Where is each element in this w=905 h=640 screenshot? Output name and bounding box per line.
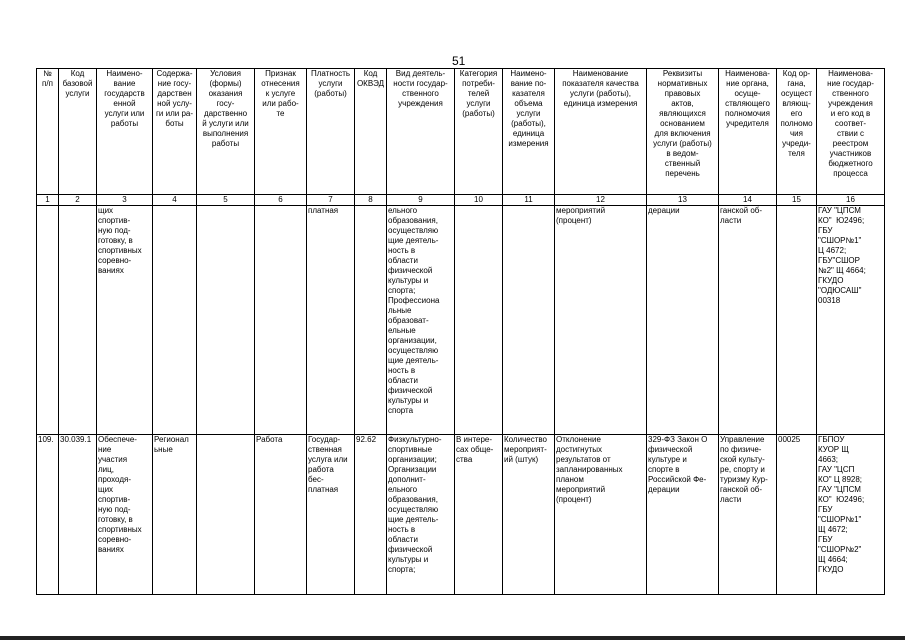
column-number: 15 [777, 195, 817, 206]
cell-payment: Государ- ственная услуга или работа бес- платная [307, 435, 355, 595]
header-cell: Наименование показателя качества услуги (работы), единица измерения [555, 69, 647, 195]
cell-founder-code: 00025 [777, 435, 817, 595]
cell-volume-indicator [503, 206, 555, 435]
cell-legal-acts: дерации [647, 206, 719, 435]
cell-row-number [37, 206, 59, 435]
cell-consumers: В интере- сах обще- ства [455, 435, 503, 595]
scan-edge [0, 636, 905, 640]
cell-founder-code [777, 206, 817, 435]
header-cell: Содержа- ние госу- дарствен ной услу- ги или ра- боты [153, 69, 197, 195]
column-number: 4 [153, 195, 197, 206]
cell-content [153, 206, 197, 435]
cell-quality-indicator: Отклонение достигнутых результатов от запланированных планом мероприятий (процент) [555, 435, 647, 595]
column-number: 3 [97, 195, 153, 206]
column-number: 11 [503, 195, 555, 206]
header-cell: Наименова- ние органа, осуще- ствляющего полномочия учредителя [719, 69, 777, 195]
column-number: 1 [37, 195, 59, 206]
services-table [36, 68, 885, 595]
header-cell: Код ОКВЭД [355, 69, 387, 195]
cell-base-code [59, 206, 97, 435]
table-row [37, 206, 885, 435]
cell-service-name: щих спортив- ную под- готовку, в спортивных соревно- ваниях [97, 206, 153, 435]
header-cell: Код базовой услуги [59, 69, 97, 195]
cell-activity: Физкультурно- спортивные организации; Организации дополнит- ельного образования, осуществляю щие деятель- ность в области физической культуры и спорта; [387, 435, 455, 595]
header-cell: Реквизиты нормативных правовых актов, являющихся основанием для включения услуги (работы) в ведом- ственный перечень [647, 69, 719, 195]
cell-service-name: Обеспече- ние участия лиц, проходя- щих спортив- ную под- готовку, в спортивных соревно- ваниях [97, 435, 153, 595]
column-number: 7 [307, 195, 355, 206]
column-number: 16 [817, 195, 885, 206]
column-number-row [37, 195, 885, 206]
header-cell: Признак отнесения к услуге или рабо- те [255, 69, 307, 195]
column-number: 8 [355, 195, 387, 206]
column-number: 14 [719, 195, 777, 206]
cell-institutions: ГБПОУ КУОР Щ 4663; ГАУ "ЦСП КО" Ц 8928; ГАУ "ЦПСМ КО" Ю2496; ГБУ "СШОР№1" Щ 4672; ГБУ "СШОР№2" Щ 4664; ГКУДО [817, 435, 885, 595]
column-number: 12 [555, 195, 647, 206]
cell-attribute: Работа [255, 435, 307, 595]
cell-consumers [455, 206, 503, 435]
cell-founder-body: ганской об- ласти [719, 206, 777, 435]
header-cell: Платность услуги (работы) [307, 69, 355, 195]
column-number: 10 [455, 195, 503, 206]
cell-attribute [255, 206, 307, 435]
header-cell: Категория потреби- телей услуги (работы) [455, 69, 503, 195]
header-cell: Наименова- ние государ- ственного учреждения и его код в соответ- ствии с реестром участников бюджетного процесса [817, 69, 885, 195]
cell-okved [355, 206, 387, 435]
column-number: 9 [387, 195, 455, 206]
column-number: 13 [647, 195, 719, 206]
column-number: 2 [59, 195, 97, 206]
column-number: 5 [197, 195, 255, 206]
table-row [37, 435, 885, 595]
header-cell: Код ор- гана, осущест вляющ- его полномо чия учреди- теля [777, 69, 817, 195]
header-cell: Условия (формы) оказания госу- дарственно й услуги или выполнения работы [197, 69, 255, 195]
header-cell: Наимено- вание по- казателя объема услуги (работы), единица измерения [503, 69, 555, 195]
cell-quality-indicator: мероприятий (процент) [555, 206, 647, 435]
header-cell: Наимено- вание государств енной услуги или работы [97, 69, 153, 195]
column-number: 6 [255, 195, 307, 206]
cell-content: Регионал ьные [153, 435, 197, 595]
page-number: 51 [452, 54, 466, 68]
cell-volume-indicator: Количество мероприят- ий (штук) [503, 435, 555, 595]
cell-okved: 92.62 [355, 435, 387, 595]
cell-row-number: 109. [37, 435, 59, 595]
cell-legal-acts: 329-ФЗ Закон О физической культуре и спорте в Российской Фе- дерации [647, 435, 719, 595]
header-cell: Вид деятель- ности государ- ственного учреждения [387, 69, 455, 195]
header-row [37, 69, 885, 195]
cell-activity: ельного образования, осуществляю щие деятель- ность в области физической культуры и спорта; Профессиона льные образоват- ельные организации, осуществляю щие деятель- ность в области физической культуры и спорта [387, 206, 455, 435]
cell-institutions: ГАУ "ЦПСМ КО" Ю2496; ГБУ "СШОР№1" Ц 4672; ГБУ"СШОР №2" Щ 4664; ГКУДО "ОДЮСАШ" 00318 [817, 206, 885, 435]
cell-founder-body: Управление по физиче- ской культу- ре, спорту и туризму Кур- ганской об- ласти [719, 435, 777, 595]
cell-conditions [197, 435, 255, 595]
cell-base-code: 30.039.1 [59, 435, 97, 595]
header-cell: № п/п [37, 69, 59, 195]
cell-conditions [197, 206, 255, 435]
cell-payment: платная [307, 206, 355, 435]
